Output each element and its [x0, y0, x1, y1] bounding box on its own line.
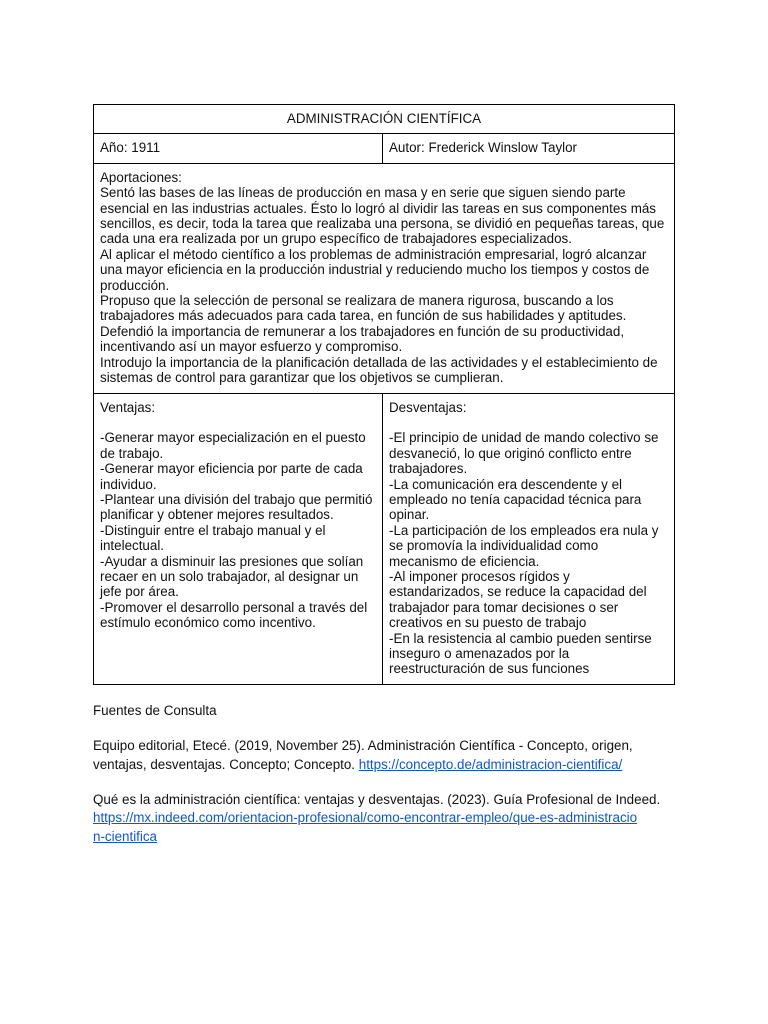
year-cell: Año: 1911 — [94, 134, 383, 163]
advantage-item: -Generar mayor especialización en el puesto de trabajo. — [100, 430, 366, 461]
contributions-heading: Aportaciones: — [100, 169, 182, 185]
disadvantage-item: -La participación de los empleados era nula y se promovía la individualidad como mecanismo de eficiencia. — [389, 522, 659, 569]
advantage-item: -Plantear una división del trabajo que permitió planificar y obtener mejores resultados. — [100, 491, 373, 523]
table-title: ADMINISTRACIÓN CIENTÍFICA — [94, 105, 675, 134]
reference-2-link-line-2[interactable]: n-cientifica — [93, 828, 158, 844]
document-page — [93, 104, 674, 846]
disadvantage-item: -Al imponer procesos rígidos y estandarizados, se reduce la capacidad del trabajador para tomar decisiones o ser creativos en su puesto de trabajo — [389, 568, 647, 631]
advantage-item: -Ayudar a disminuir las presiones que solían recaer en un solo trabajador, al designar un jefe por área. — [100, 553, 364, 600]
pros-cons-row — [94, 393, 675, 684]
contributions-cell — [94, 163, 675, 393]
contribution-item: Sentó las bases de las líneas de producción en masa y en serie que siguen siendo parte esencial en las industrias actuales. Ésto lo logró al dividir las tareas en sus componentes más sencillos, es decir, toda la tarea que realizaba una persona, se dividió en pequeñas tareas, que cada una era realizada por un grupo específico de trabajadores especializados. — [100, 185, 665, 247]
contributions-row — [94, 163, 675, 393]
advantage-item: -Distinguir entre el trabajo manual y el intelectual. — [100, 522, 326, 554]
advantages-heading: Ventajas: — [100, 399, 156, 415]
meta-row — [94, 134, 675, 163]
disadvantage-item: -En la resistencia al cambio pueden sentirse inseguro o amenazados por la reestructuración de sus funciones — [389, 630, 652, 677]
reference-1-link[interactable]: https://concepto.de/administracion-cientifica/ — [358, 756, 623, 772]
contribution-item: Al aplicar el método científico a los problemas de administración empresarial, logró alcanzar una mayor eficiencia en la producción industrial y reduciendo mucho los tiempos y costos de producción. — [100, 246, 650, 293]
reference-2-text: Qué es la administración científica: ventajas y desventajas. (2023). Guía Profesional de Indeed. — [93, 792, 661, 808]
contribution-item: Propuso que la selección de personal se realizara de manera rigurosa, buscando a los trabajadores más adecuados para cada tarea, en función de sus habilidades y aptitudes. — [100, 293, 627, 324]
disadvantages-heading: Desventajas: — [389, 399, 467, 415]
title-row — [94, 105, 675, 134]
sources-heading: Fuentes de Consulta — [93, 702, 217, 718]
sources-section — [93, 702, 674, 846]
advantages-cell — [94, 393, 383, 684]
disadvantage-item: -La comunicación era descendente y el empleado no tenía capacidad técnica para opinar. — [389, 476, 642, 523]
reference-1-text: Equipo editorial, Etecé. (2019, November 25). Administración Científica - Concepto, origen, ventajas, desventajas. Concepto; Concepto. — [93, 738, 633, 772]
advantage-item: -Generar mayor eficiencia por parte de cada individuo. — [100, 461, 363, 492]
summary-table — [93, 104, 675, 685]
contribution-item: Defendió la importancia de remunerar a los trabajadores en función de su productividad, incentivando así un mayor esfuerzo y compromiso. — [100, 323, 625, 355]
disadvantages-cell — [383, 393, 675, 684]
advantage-item: -Promover el desarrollo personal a través del estímulo económico como incentivo. — [100, 599, 368, 631]
reference-2-link-line-1[interactable]: https://mx.indeed.com/orientacion-profesional/como-encontrar-empleo/que-es-administracio — [93, 810, 638, 826]
reference-1 — [93, 737, 674, 774]
disadvantage-item: -El principio de unidad de mando colectivo se desvaneció, lo que originó conflicto entre trabajadores. — [389, 430, 659, 477]
author-cell: Autor: Frederick Winslow Taylor — [383, 134, 675, 163]
reference-2 — [93, 791, 674, 846]
contribution-item: Introdujo la importancia de la planificación detallada de las actividades y el establecimiento de sistemas de control para garantizar que los objetivos se cumplieran. — [100, 354, 658, 386]
